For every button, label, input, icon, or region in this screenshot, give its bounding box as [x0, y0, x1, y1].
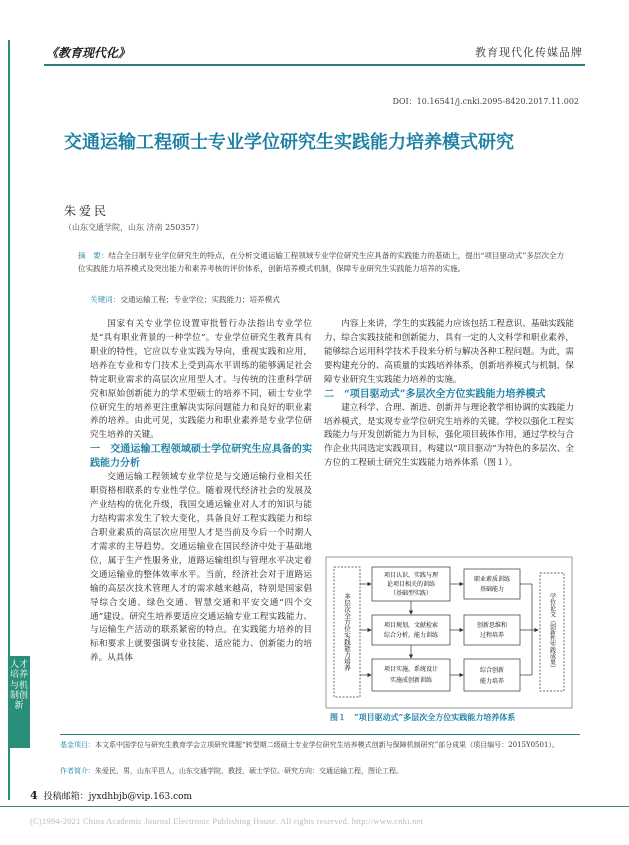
page-bar	[30, 789, 192, 802]
doi: DOI：10.16541/j.cnki.2095-8420.2017.11.002	[392, 97, 579, 106]
fund-text: 本文系中国学位与研究生教育学会立项研究课题“转型期二级硕士专业学位研究生培养模式创新与保障机制研究”部分成果（项目编号：2015Y0501）。	[95, 741, 559, 749]
footnote-fund	[60, 740, 580, 751]
abstract-text: 结合全日制专业学位研究生的特点，在分析交通运输工程领域专业学位研究生应具备的实践能力的基础上，提出“项目驱动式”多层次全方位实践能力培养模式及突出能力和素养考核的评价体系，创新培养模式机制，保障专业研究生实践能力培养的实施。	[78, 251, 565, 273]
copyright-footer: (C)1994-2021 China Academic Journal Electronic Publishing House. All rights reserved. http://www.cnki.net	[30, 816, 423, 826]
submission-email: 投稿邮箱：jyxdhbjb@vip.163.com	[43, 792, 193, 802]
journal-slogan: 教育现代化传媒品牌	[475, 46, 583, 59]
paper-title: 交通运输工程硕士专业学位研究生实践能力培养模式研究	[64, 132, 514, 153]
diagram-row-3	[372, 659, 520, 691]
column-left	[90, 318, 312, 666]
diagram-box-text: 项目认识，实践与理	[383, 572, 439, 579]
abstract-label: 摘 要：	[78, 251, 109, 260]
paragraph: 交通运输工程领域专业学位是与交通运输行业相关任职资格相联系的专业性学位。随着现代经济社会的发展及产业结构的优化升级，我国交通运输业对人才的知识与能力结构需求发生了较大变化，具备良好工程实践能力和综合职业素质的高层次应用型人才是当前及今后一个时期人才需求的主导趋势。交通运输业在国民经济中处于基础地位，属于生产性服务业，道路运输组织与管理水平决定着交通运输业的整体效率水平。当前，经济社会对于道路运输的高层次技术管理人才的需求越来越高，特别是国家倡导综合交通、绿色交通、智慧交通和平安交通“四个交通”建设。研究生培养要适应交通运输专业工程实践能力、与运输生产活动的联系紧密的特点。在实践能力培养的目标和要求上就要强调专业技能、适应能力、创新能力的培养。从具体	[90, 472, 312, 664]
diagram-left-label: 多层次全方位实践能力培养	[343, 593, 351, 671]
diagram-box-text: 实施成创新训练	[389, 677, 433, 684]
diagram-row-2	[372, 615, 520, 645]
diagram-box-text: 论项目相关的训练	[386, 581, 436, 588]
page-number: 4	[30, 789, 38, 802]
section-side-tab: 人才培养与机制创新	[8, 656, 30, 748]
diagram-box-text: 综合创新	[479, 667, 505, 674]
header-rule	[44, 64, 585, 66]
bottom-rule	[0, 806, 629, 807]
diagram-box-text: 项目实施，系统设计	[383, 666, 439, 673]
diagram-box-text: 过程培养	[479, 632, 505, 639]
figure-1-diagram	[324, 555, 574, 710]
journal-name: 《教育现代化》	[46, 46, 131, 60]
diagram-box-text: 项目规划，文献检索	[383, 622, 439, 629]
paragraph: 国家有关专业学位设置审批暂行办法指出专业学位是“具有职业背景的一种学位”。专业学位研究生教育具有职业的特性，它应以专业实践为导向，重视实践和应用，培养在专业和专门技术上受到高水平训练的能够满足社会特定职业需求的高层次应用型人才。与传统的注重科学研究和原始创新能力的学术型硕士的培养不同，硕士专业学位研究生的培养更注重解决实际问题能力和良好的职业素养的培养。由此可见，实践能力和职业素养是专业学位研究生培养的关键。	[90, 319, 312, 441]
diagram-box-text: 基础能力	[479, 586, 505, 593]
diagram-box-text: 职业素质训练	[473, 576, 511, 583]
section-heading-1: 一 交通运输工程领域硕士学位研究生应具备的实践能力分析	[90, 444, 312, 470]
keywords-label: 关键词：	[90, 295, 121, 304]
diagram-row-1	[372, 567, 520, 601]
diagram-box-text: 能力培养	[479, 678, 505, 685]
diagram-frame	[326, 557, 572, 708]
author-bio-text: 朱爱民，男，山东平邑人，山东交通学院，教授，硕士学位。研究方向：交通运输工程，图论工程。	[95, 767, 403, 775]
figure-caption: 图１ “项目驱动式”多层次全方位实践能力培养体系	[330, 712, 516, 722]
diagram-right-label: 学位论文（创新性实践成果）	[548, 593, 556, 671]
paragraph: 建立科学、合理、渐进、创新并与理论教学相协调的实践能力培养模式，是实现专业学位研究生培养的关键。学校以强化工程实践能力与开发创新能力为目标，强化项目载体作用，通过学校与合作企业共同选定实践项目，构建以“项目驱动”为特色的多层次、全方位的工程硕士研究生实践能力培养体系（图１）。	[324, 402, 574, 469]
paragraph: 内容上来讲，学生的实践能力应该包括工程意识、基础实践能力、综合实践技能和创新能力，具有一定的人文科学和职业素养，能够综合运用科学技术手段来分析与解决各种工程问题。为此，需要构建充分的、高质量的实践培养体系，创新培养模式与机制，保障专业研究生实践能力培养的实施。	[324, 319, 574, 385]
fund-label: 基金项目：	[60, 741, 95, 749]
section-heading-2: 二 “项目驱动式”多层次全方位实践能力培养模式	[324, 388, 546, 400]
footnote-rule	[60, 734, 580, 735]
abstract	[78, 250, 568, 275]
diagram-box-text: （基础型实践）	[389, 590, 433, 597]
keywords-text: 交通运输工程；专业学位；实践能力；培养模式	[120, 295, 280, 304]
author-bio-label: 作者简介：	[60, 767, 95, 775]
footnote-author	[60, 766, 580, 777]
diagram-box-text: 创新思维和	[476, 622, 508, 629]
diagram-box-text: 综合分析，能力训练	[383, 632, 439, 639]
column-right	[324, 318, 574, 471]
keywords	[90, 294, 280, 305]
affiliation: （山东交通学院，山东 济南 250357）	[64, 223, 204, 232]
author-name: 朱爱民	[64, 204, 110, 218]
